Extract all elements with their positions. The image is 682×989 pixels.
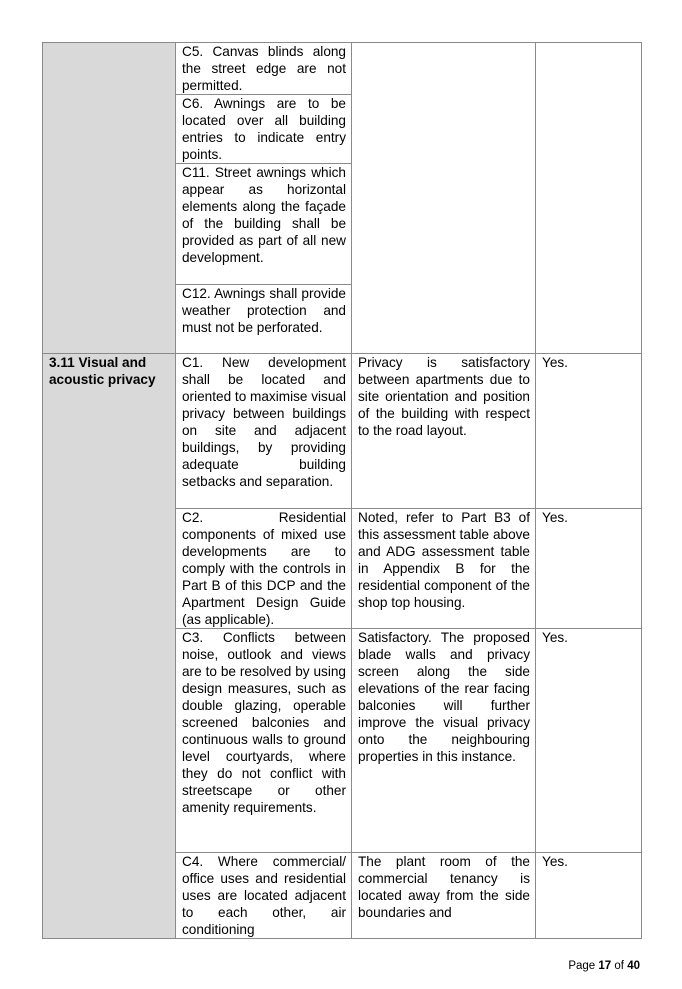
page-label: Page [568,960,596,972]
page-number: 17 [598,960,612,972]
compliance-cell-empty [536,43,642,354]
page-footer [568,960,640,972]
control-cell: C4. Where commercial/ office uses and residential uses are located adjacent to each other, air conditioning [176,853,352,939]
comment-cell: The plant room of the commercial tenancy is located away from the side boundaries and [352,853,536,939]
control-cell: C6. Awnings are to be located over all building entries to indicate entry points. [176,95,352,164]
compliance-cell: Yes. [536,509,642,629]
control-cell: C3. Conflicts between noise, outlook and views are to be resolved by using design measures, such as double glazing, operable screened balconies and continuous walls to ground level courtyards, where they do not conflict with streetscape or other amenity requirements. [176,629,352,853]
control-cell: C5. Canvas blinds along the street edge are not permitted. [176,43,352,95]
comment-cell: Noted, refer to Part B3 of this assessment table above and ADG assessment table in Appendix B for the residential component of the shop top housing. [352,509,536,629]
section-cell-continued [43,43,176,354]
control-cell: C2. Residential components of mixed use developments are to comply with the controls in Part B of this DCP and the Apartment Design Guide (as applicable). [176,509,352,629]
table-row [43,354,642,509]
section-title-cell: 3.11 Visual and acoustic privacy [43,354,176,939]
compliance-cell: Yes. [536,853,642,939]
dcp-assessment-table [42,42,642,939]
total-pages: 40 [627,960,640,972]
comment-cell-empty [352,43,536,354]
comment-cell: Privacy is satisfactory between apartments due to site orientation and position of the building with respect to the road layout. [352,354,536,509]
of-label: of [614,960,624,972]
comment-cell: Satisfactory. The proposed blade walls and privacy screen along the side elevations of the rear facing balconies will further improve the visual privacy onto the neighbouring properties in this instance. [352,629,536,853]
table-row [43,43,642,95]
compliance-cell: Yes. [536,629,642,853]
control-cell: C11. Street awnings which appear as horizontal elements along the façade of the building shall be provided as part of all new development. [176,164,352,285]
compliance-cell: Yes. [536,354,642,509]
control-cell: C12. Awnings shall provide weather protection and must not be perforated. [176,285,352,354]
control-cell: C1. New development shall be located and oriented to maximise visual privacy between buildings on site and adjacent buildings, by providing adequate building setbacks and separation. [176,354,352,509]
